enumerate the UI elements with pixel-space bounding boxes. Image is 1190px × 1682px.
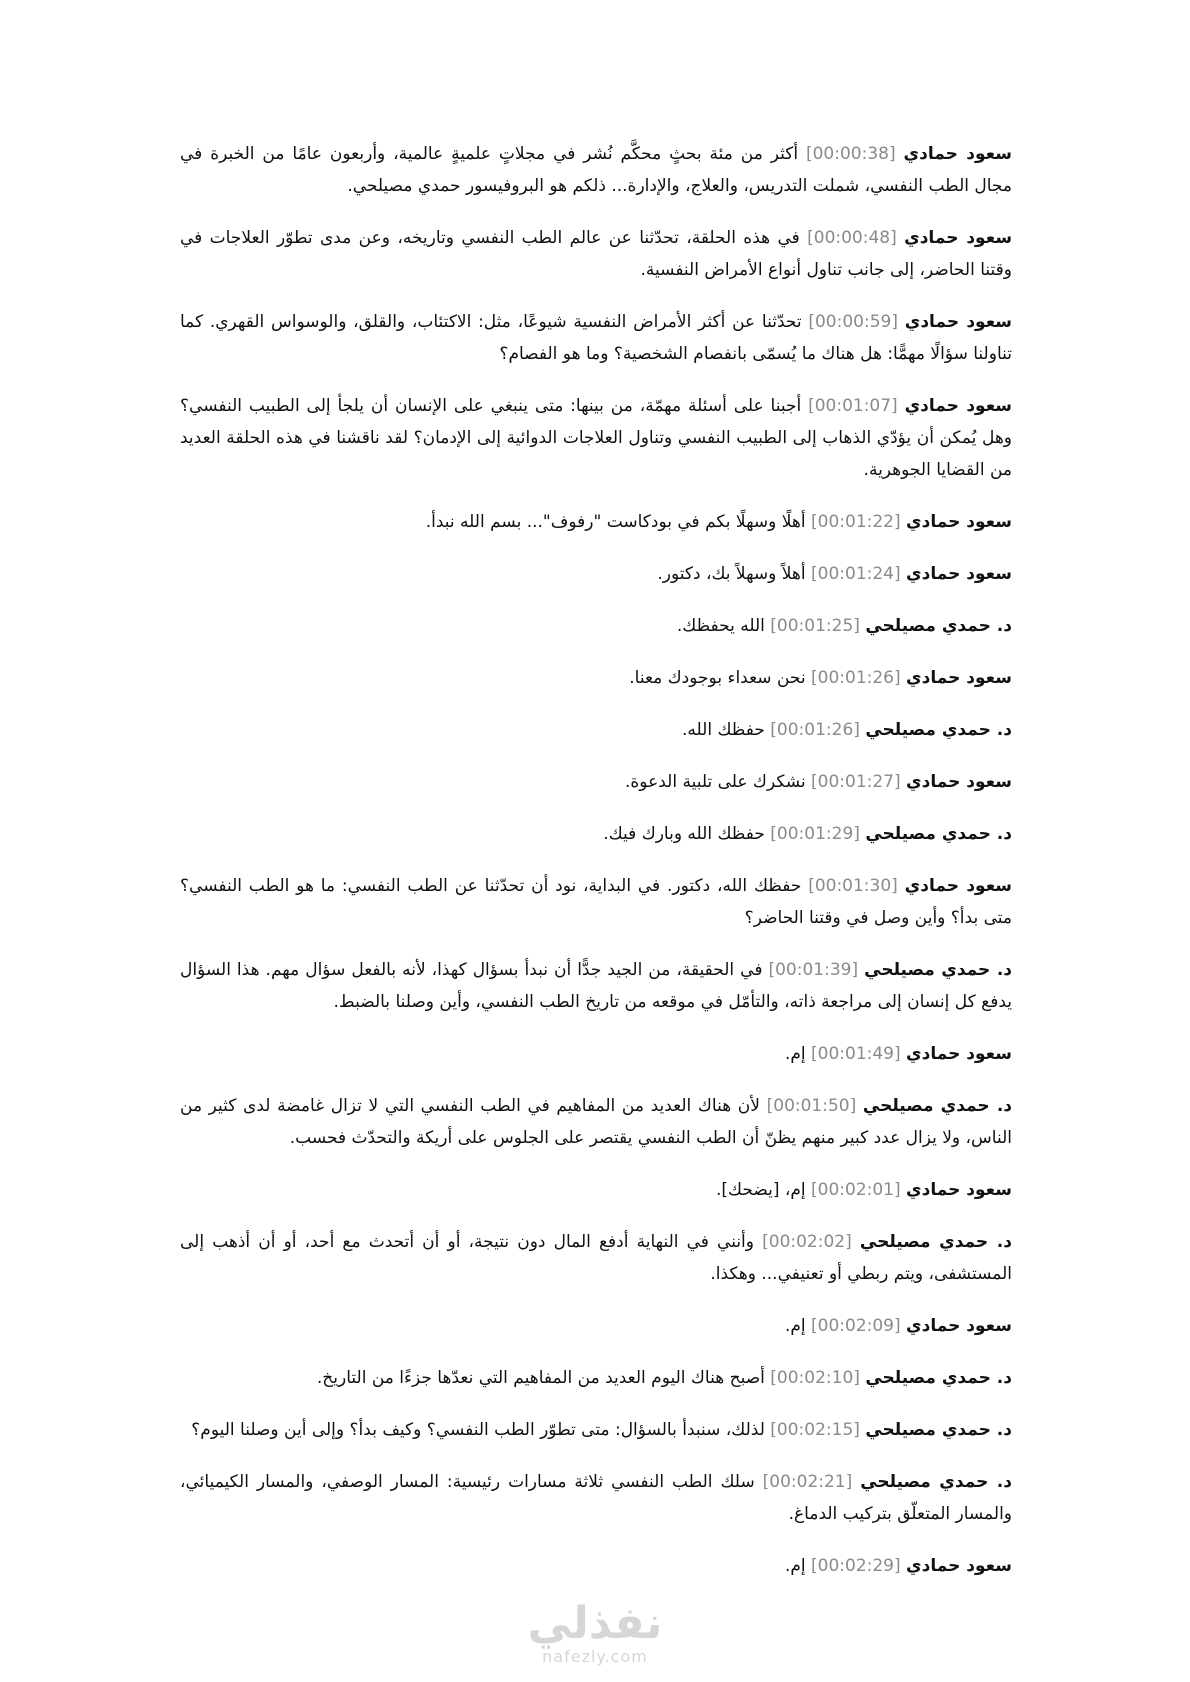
transcript-entry <box>180 714 1012 746</box>
utterance-text: إم. <box>784 1316 806 1336</box>
utterance-text: في هذه الحلقة، تحدّثنا عن عالم الطب النفسي وتاريخه، وعن مدى تطوّر العلاجات في وقتنا الحاضر، إلى جانب تناول أنواع الأمراض النفسية. <box>180 228 1012 280</box>
transcript-entry <box>180 306 1012 370</box>
speaker-name: د. حمدي مصيلحي <box>865 720 1012 740</box>
transcript-entry <box>180 1090 1012 1154</box>
watermark-url: nafezly.com <box>542 1647 648 1666</box>
timestamp: [00:01:39] <box>768 960 859 980</box>
utterance-text: وأنني في النهاية أدفع المال دون نتيجة، أو أن أتحدث مع أحد، أو أن أذهب إلى المستشفى، ويتم ربطي أو تعنيفي... وهكذا. <box>180 1232 1012 1284</box>
timestamp: [00:01:30] <box>808 876 898 896</box>
speaker-name: سعود حمادي <box>906 668 1012 688</box>
transcript-entry <box>180 818 1012 850</box>
speaker-name: سعود حمادي <box>906 1556 1012 1576</box>
speaker-name: سعود حمادي <box>906 1316 1012 1336</box>
transcript-entry <box>180 506 1012 538</box>
transcript-entry <box>180 1414 1012 1446</box>
transcript-entry <box>180 1550 1012 1582</box>
utterance-text: أهلاً وسهلاً بك، دكتور. <box>657 564 806 584</box>
timestamp: [00:00:59] <box>808 312 898 332</box>
transcript-entry <box>180 766 1012 798</box>
speaker-name: سعود حمادي <box>904 228 1013 248</box>
transcript-entry <box>180 954 1012 1018</box>
utterance-text: حفظك الله، دكتور. في البداية، نود أن تحدّثنا عن الطب النفسي: ما هو الطب النفسي؟ متى بدأ؟ وأين وصل في وقتنا الحاضر؟ <box>180 876 1012 928</box>
timestamp: [00:01:24] <box>811 564 901 584</box>
utterance-text: نحن سعداء بوجودك معنا. <box>629 668 806 688</box>
speaker-name: د. حمدي مصيلحي <box>865 824 1012 844</box>
timestamp: [00:01:50] <box>766 1096 857 1116</box>
transcript-entry <box>180 870 1012 934</box>
utterance-text: تحدّثنا عن أكثر الأمراض النفسية شيوعًا، مثل: الاكتئاب، والقلق، والوسواس القهري. كما تناولنا سؤالًا مهمًّا: هل هناك ما يُسمّى بانفصام الشخصية؟ وما هو الفصام؟ <box>180 312 1012 364</box>
speaker-name: د. حمدي مصيلحي <box>862 1096 1013 1116</box>
watermark-logo: نفذلي <box>527 1598 663 1649</box>
timestamp: [00:02:15] <box>770 1420 860 1440</box>
timestamp: [00:01:26] <box>811 668 901 688</box>
speaker-name: د. حمدي مصيلحي <box>864 960 1013 980</box>
transcript-entry <box>180 222 1012 286</box>
utterance-text: سلك الطب النفسي ثلاثة مسارات رئيسية: المسار الوصفي، والمسار الكيميائي، والمسار المتعلّق بتركيب الدماغ. <box>180 1472 1012 1524</box>
timestamp: [00:01:27] <box>811 772 901 792</box>
utterance-text: في الحقيقة، من الجيد جدًّا أن نبدأ بسؤال كهذا، لأنه بالفعل سؤال مهم. هذا السؤال يدفع كل إنسان إلى مراجعة ذاته، والتأمّل في موقعه من تاريخ الطب النفسي، وأين وصلنا بالضبط. <box>180 960 1012 1012</box>
transcript-entry <box>180 1362 1012 1394</box>
timestamp: [00:01:07] <box>808 396 898 416</box>
transcript-entry <box>180 390 1012 486</box>
timestamp: [00:01:26] <box>770 720 860 740</box>
timestamp: [00:02:21] <box>762 1472 853 1492</box>
utterance-text: إم. <box>784 1556 806 1576</box>
utterance-text: أهلًا وسهلًا بكم في بودكاست "رفوف"... بسم الله نبدأ. <box>425 512 806 532</box>
speaker-name: سعود حمادي <box>904 312 1013 332</box>
utterance-text: نشكرك على تلبية الدعوة. <box>624 772 806 792</box>
timestamp: [00:00:38] <box>805 144 896 164</box>
transcript-entry <box>180 138 1012 202</box>
speaker-name: سعود حمادي <box>904 396 1013 416</box>
speaker-name: سعود حمادي <box>906 512 1012 532</box>
utterance-text: حفظك الله وبارك فيك. <box>603 824 765 844</box>
transcript-entry <box>180 1038 1012 1070</box>
watermark <box>0 1600 1190 1666</box>
timestamp: [00:01:25] <box>770 616 860 636</box>
timestamp: [00:02:10] <box>770 1368 860 1388</box>
speaker-name: سعود حمادي <box>906 772 1012 792</box>
timestamp: [00:02:29] <box>811 1556 901 1576</box>
transcript-entry <box>180 1174 1012 1206</box>
timestamp: [00:00:48] <box>807 228 897 248</box>
utterance-text: أصبح هناك اليوم العديد من المفاهيم التي نعدّها جزءًا من التاريخ. <box>316 1368 765 1388</box>
speaker-name: سعود حمادي <box>906 564 1012 584</box>
speaker-name: د. حمدي مصيلحي <box>865 616 1012 636</box>
utterance-text: حفظك الله. <box>682 720 765 740</box>
speaker-name: سعود حمادي <box>904 876 1013 896</box>
timestamp: [00:01:22] <box>811 512 901 532</box>
speaker-name: د. حمدي مصيلحي <box>865 1368 1012 1388</box>
speaker-name: د. حمدي مصيلحي <box>865 1420 1012 1440</box>
timestamp: [00:01:49] <box>811 1044 901 1064</box>
timestamp: [00:02:02] <box>762 1232 852 1252</box>
utterance-text: إم، [يضحك]. <box>716 1180 806 1200</box>
utterance-text: أجبنا على أسئلة مهمّة، من بينها: متى ينبغي على الإنسان أن يلجأ إلى الطبيب النفسي؟ وهل يُمكن أن يؤدّي الذهاب إلى الطبيب النفسي وتناول العلاجات الدوائية إلى الإدمان؟ لقد ناقشنا في هذه الحلقة العديد من القضايا الجوهرية. <box>180 396 1012 480</box>
utterance-text: لذلك، سنبدأ بالسؤال: متى تطوّر الطب النفسي؟ وكيف بدأ؟ وإلى أين وصلنا اليوم؟ <box>191 1420 765 1440</box>
transcript-document <box>180 138 1012 1602</box>
utterance-text: الله يحفظك. <box>676 616 765 636</box>
timestamp: [00:02:01] <box>811 1180 901 1200</box>
transcript-entry <box>180 662 1012 694</box>
transcript-entry <box>180 1226 1012 1290</box>
speaker-name: د. حمدي مصيلحي <box>859 1232 1012 1252</box>
transcript-entry <box>180 1310 1012 1342</box>
timestamp: [00:01:29] <box>770 824 860 844</box>
timestamp: [00:02:09] <box>811 1316 901 1336</box>
transcript-entry <box>180 1466 1012 1530</box>
speaker-name: سعود حمادي <box>906 1180 1012 1200</box>
utterance-text: إم. <box>784 1044 806 1064</box>
transcript-entry <box>180 610 1012 642</box>
speaker-name: سعود حمادي <box>906 1044 1012 1064</box>
utterance-text: لأن هناك العديد من المفاهيم في الطب النفسي التي لا تزال غامضة لدى كثير من الناس، ولا يزال عدد كبير منهم يظنّ أن الطب النفسي يقتصر على الجلوس على أريكة والتحدّث فحسب. <box>180 1096 1012 1148</box>
transcript-entry <box>180 558 1012 590</box>
utterance-text: أكثر من مئة بحثٍ محكَّم نُشر في مجلاتٍ علميةٍ عالمية، وأربعون عامًا من الخبرة في مجال الطب النفسي، شملت التدريس، والعلاج، والإدارة... ذلكم هو البروفيسور حمدي مصيلحي. <box>180 144 1012 196</box>
speaker-name: د. حمدي مصيلحي <box>860 1472 1012 1492</box>
speaker-name: سعود حمادي <box>903 144 1012 164</box>
